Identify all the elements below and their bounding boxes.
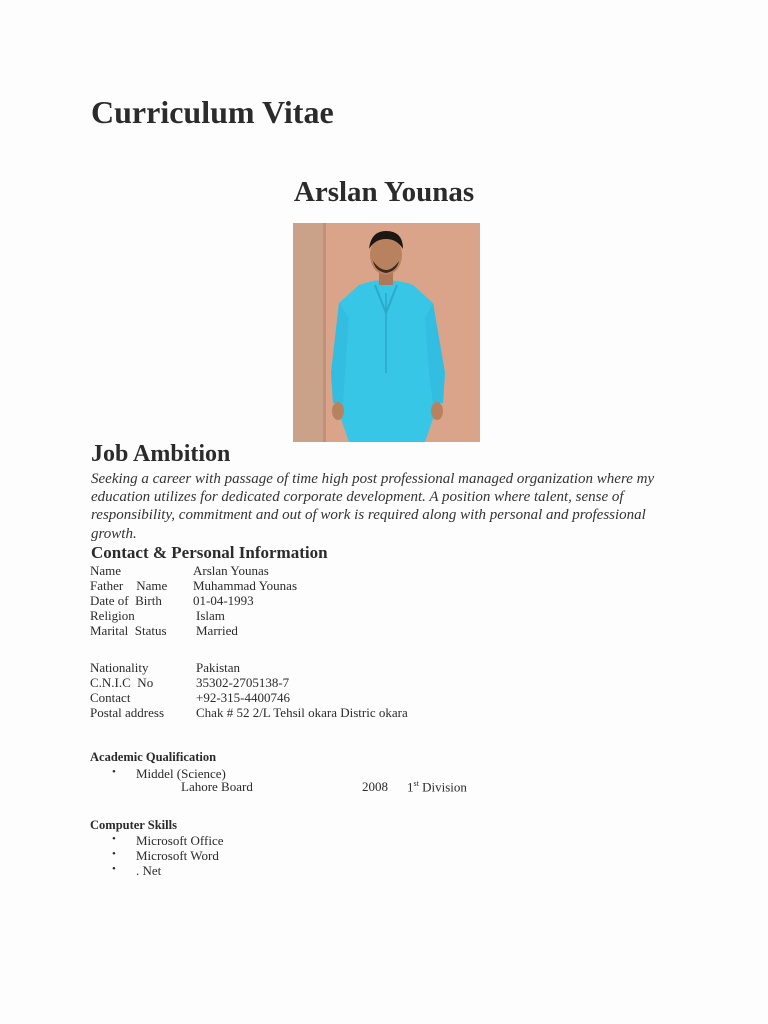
info-value: Islam — [196, 608, 225, 623]
document-title: Curriculum Vitae — [91, 94, 334, 130]
bullet: • — [112, 863, 116, 875]
info-label: Religion — [90, 608, 135, 623]
info-value: Pakistan — [196, 660, 241, 675]
portrait-image — [293, 223, 480, 442]
info-value: 01-04-1993 — [193, 593, 254, 608]
skill-text: Microsoft Word — [136, 848, 219, 863]
info-value: 35302-2705138-7 — [196, 675, 290, 690]
academic-board: Lahore Board — [181, 779, 253, 794]
info-value: Chak # 52 2/L Tehsil okara Distric okara — [196, 705, 408, 720]
skill-text: . Net — [136, 863, 162, 878]
bullet: • — [112, 848, 116, 860]
info-value: Married — [196, 623, 238, 638]
info-label: Father Name — [90, 578, 168, 593]
bullet: • — [112, 833, 116, 845]
info-label: C.N.I.C No — [90, 675, 154, 690]
info-label: Postal address — [90, 705, 165, 720]
skills-heading: Computer Skills — [90, 818, 177, 832]
profile-photo — [293, 223, 480, 442]
info-value: Arslan Younas — [193, 563, 269, 578]
info-label: Name — [90, 563, 122, 578]
info-label: Nationality — [90, 660, 149, 675]
info-label: Marital Status — [90, 623, 167, 638]
contact-heading: Contact & Personal Information — [91, 543, 328, 562]
academic-degree: Middel (Science) — [136, 766, 226, 781]
academic-division: 1st Division — [407, 779, 467, 795]
academic-year: 2008 — [362, 779, 388, 794]
skill-text: Microsoft Office — [136, 833, 224, 848]
info-label: Contact — [90, 690, 131, 705]
job-ambition-text: Seeking a career with passage of time high post professional managed organization where my education utilizes for dedicated corporate development. A position where talent, sense of responsibility, commitment and out of work is required along with personal and professional growth. — [91, 471, 655, 542]
academic-heading: Academic Qualification — [90, 750, 217, 764]
bullet: • — [112, 766, 116, 778]
info-value: +92-315-4400746 — [196, 690, 290, 705]
info-label: Date of Birth — [90, 593, 162, 608]
candidate-name: Arslan Younas — [293, 176, 475, 208]
info-value: Muhammad Younas — [193, 578, 298, 593]
job-ambition-heading: Job Ambition — [91, 441, 231, 467]
